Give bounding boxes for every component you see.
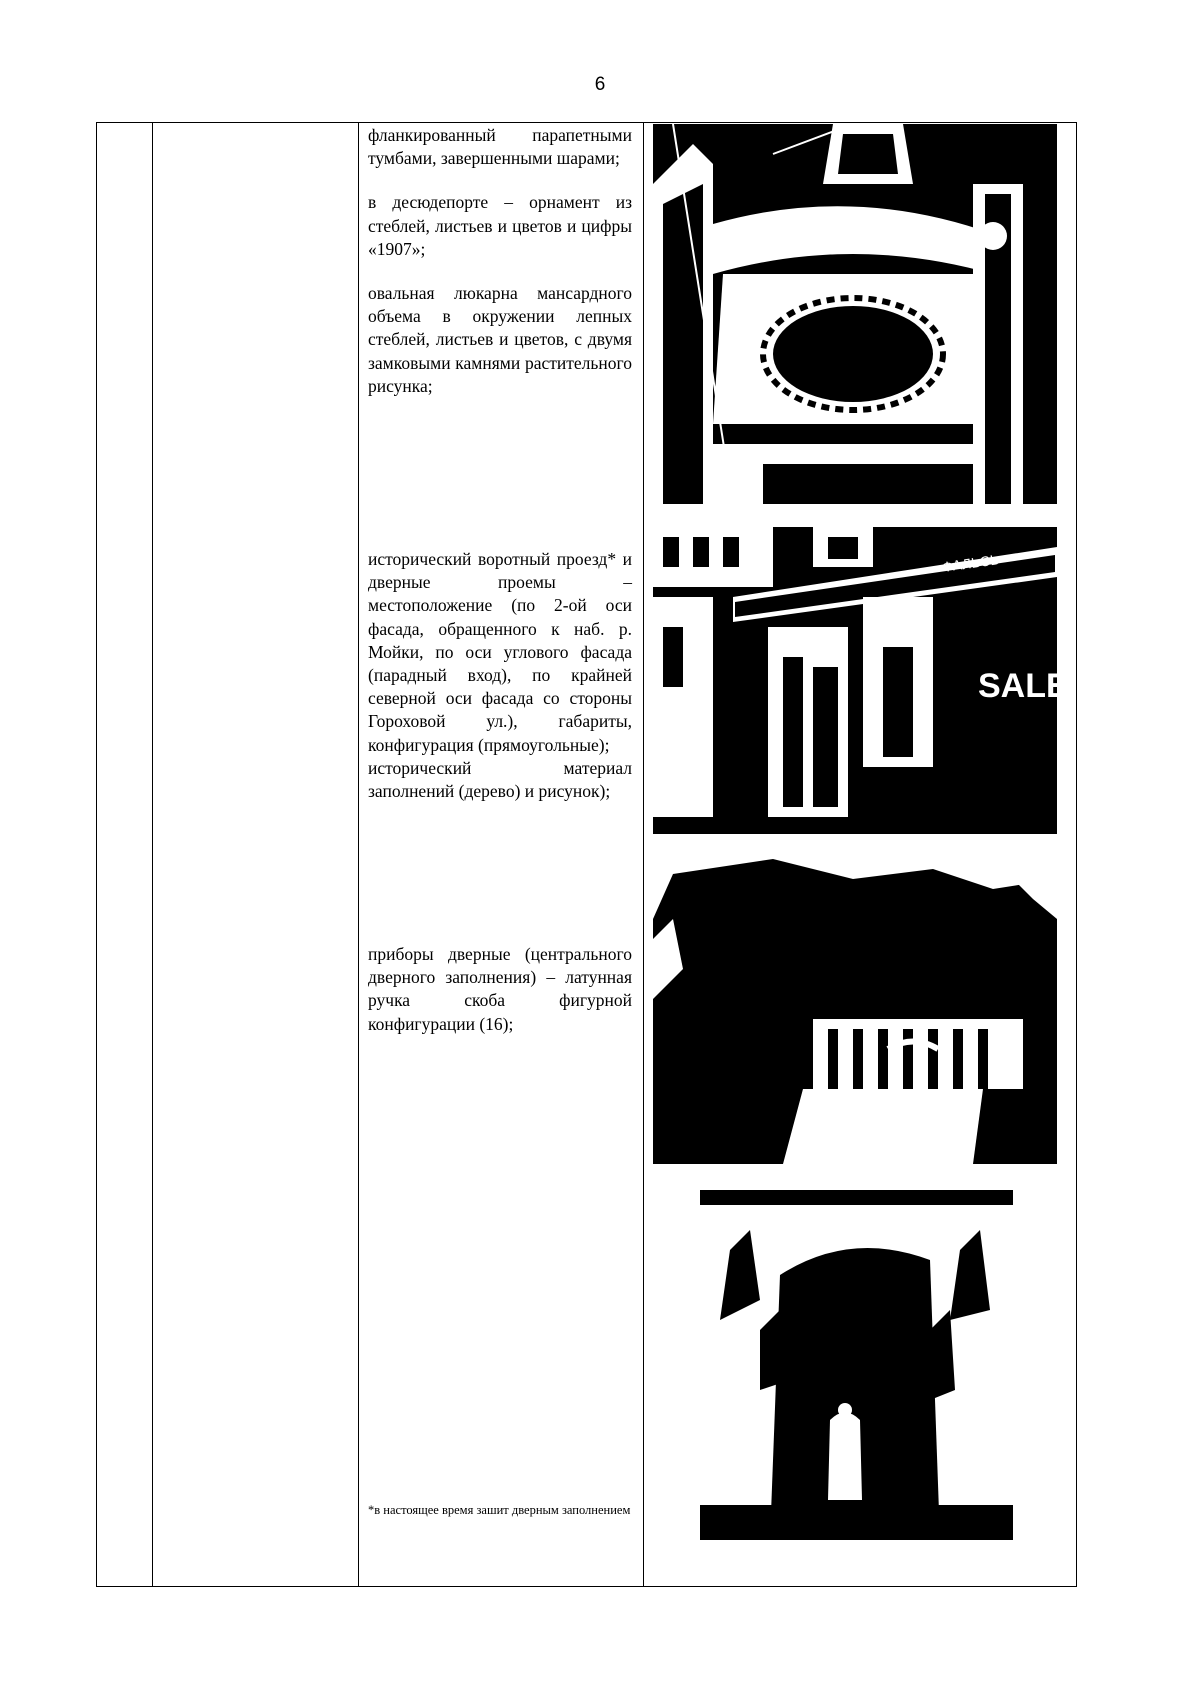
column-divider [358,123,359,1586]
page-number: 6 [594,74,606,95]
door-handle-photo [653,859,1057,1164]
description-paragraph: овальная люкарна мансардного объема в окружении лепных стеблей, листьев и цветов, с двумя замковыми камнями растительного рисунка; [368,283,632,396]
description-paragraph: исторический материал заполнений (дерево) и рисунок); [368,757,632,802]
sign-text: ФАЛЬСЬ [941,551,1001,575]
description-paragraph: в десюдепорте – орнамент из стеблей, листьев и цветов и цифры «1907»; [368,192,632,259]
sale-banner: SALE [978,667,1069,705]
description-block-doorways [368,548,632,803]
description-block-door-handle [368,943,632,1036]
description-paragraph: приборы дверные (центрального дверного заполнения) – латунная ручка скоба фигурной конфигурации (16); [368,944,632,1034]
description-paragraph: исторический воротный проезд* и дверные проемы – местоположение (по 2-ой оси фасада, обращенного к наб. р. Мойки, по оси углового фасада (парадный вход), по крайней северной оси фасада со стороны Гороховой ул.), габариты, конфигурация (прямоугольные); [368,549,632,755]
gateway-arch-photo [700,1190,1013,1540]
column-divider [643,123,644,1586]
footnote: *в настоящее время зашит дверным заполнением [368,1503,631,1517]
storefront-entrance-photo [653,527,1069,834]
facade-ornament-photo [653,124,1057,504]
description-paragraph: фланкированный парапетными тумбами, завершенными шарами; [368,125,632,169]
column-divider [152,123,153,1586]
description-block-ornament [368,124,632,398]
